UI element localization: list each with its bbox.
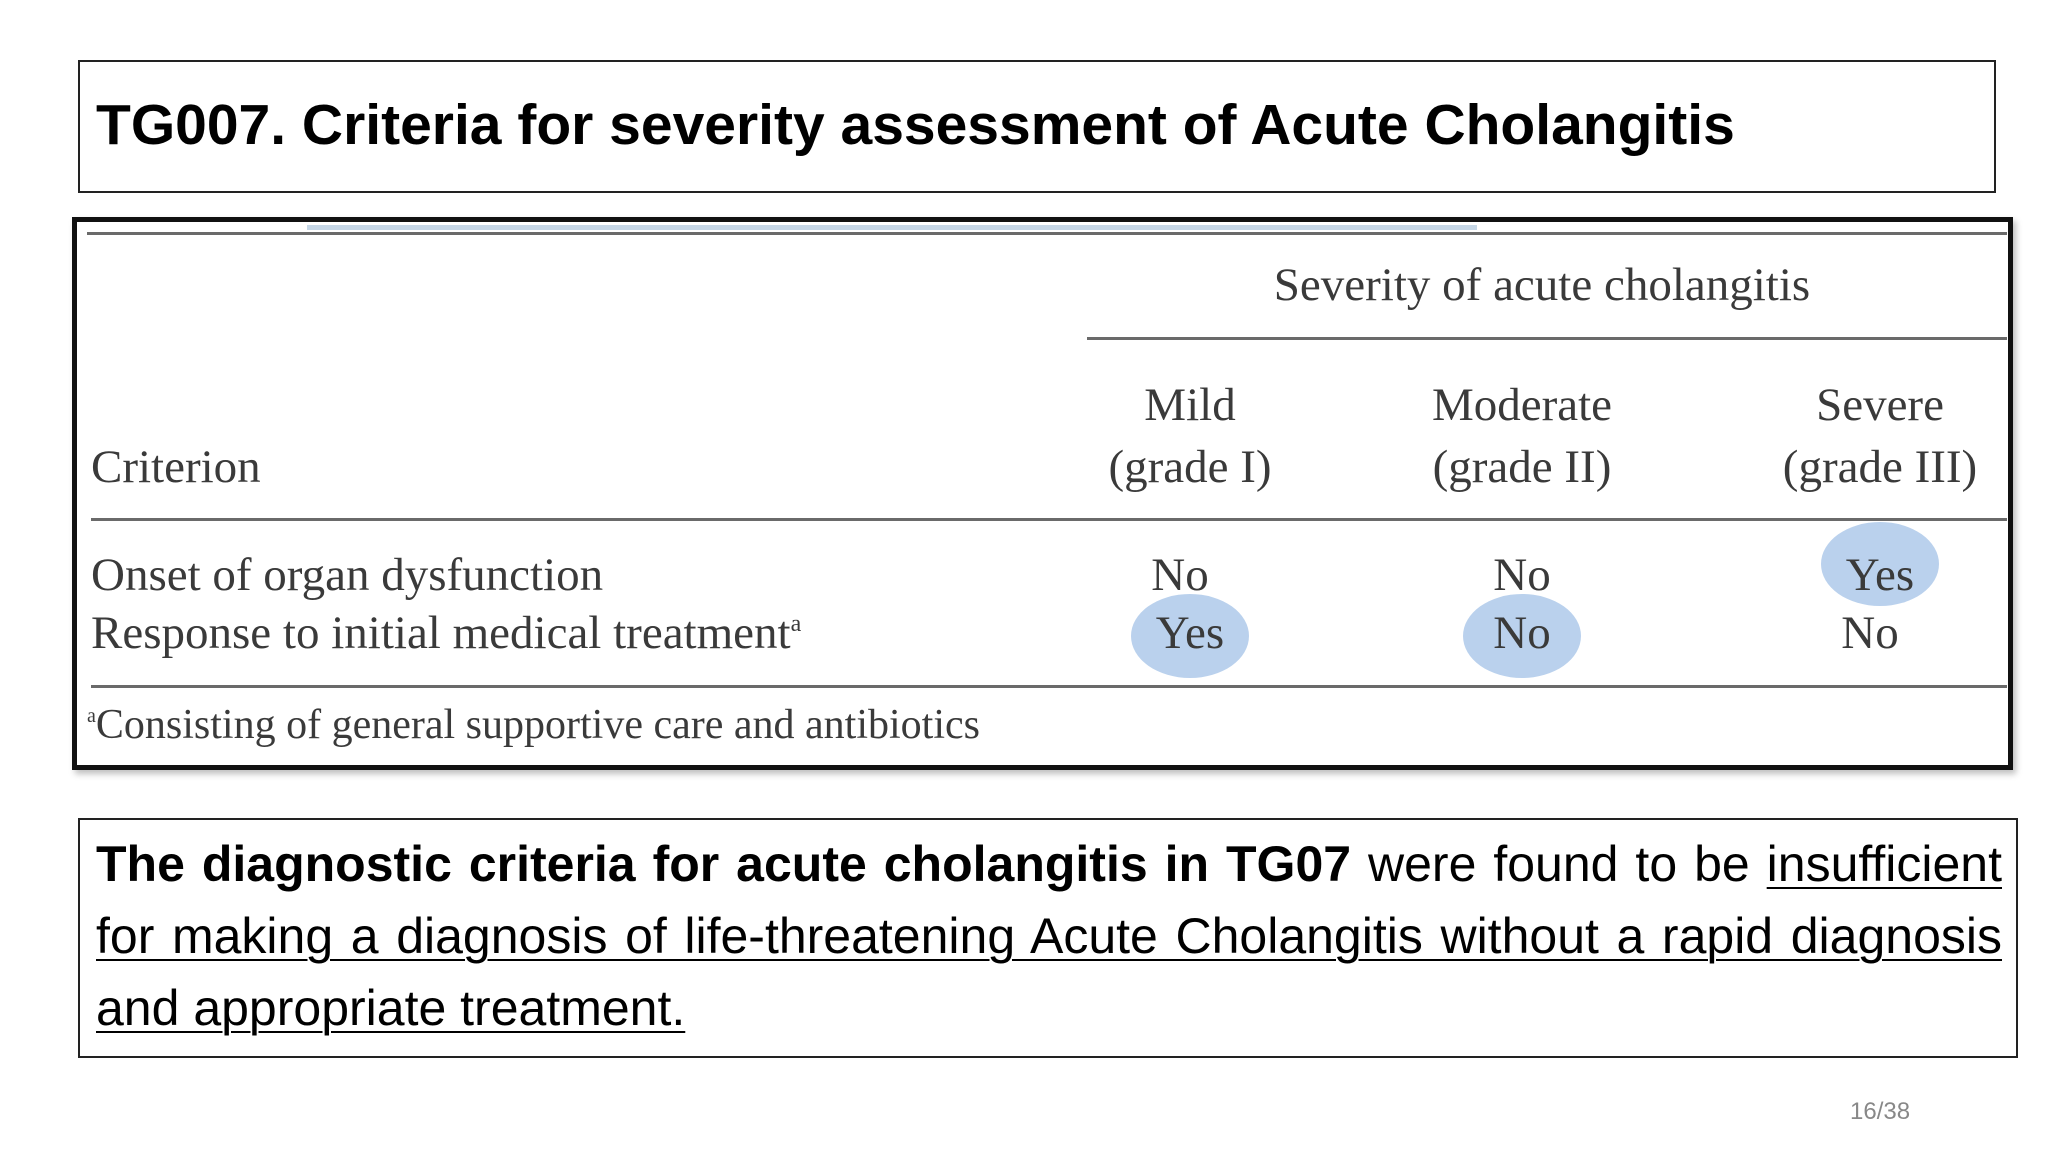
column-moderate-grade: (grade II) [1432,441,1612,493]
table-footnote-mark: a [87,705,96,727]
table-top-rule [87,232,2007,235]
criterion-header: Criterion [91,441,261,493]
header-rule [91,518,2007,521]
row-onset-mild: No [1151,549,1209,601]
row-response-criterion [91,607,802,659]
summary-underlined-text: insufficient for making a diagnosis of life-threatening Acute Cholangitis without a rapid diagnosis and appropriate treatment. [96,836,2002,1036]
column-moderate-name: Moderate [1431,379,1613,431]
row-onset-severe: Yes [1845,549,1915,601]
body-bottom-rule [91,685,2007,688]
page-number: 16/38 [1850,1098,1911,1125]
top-accent-line [307,225,1477,230]
column-mild-grade: (grade I) [1108,441,1272,493]
slide-title-box [78,60,1996,193]
group-header-rule [1087,337,2007,340]
summary-text [96,828,2002,1044]
row-response-criterion-text: Response to initial medical treatment [91,607,791,659]
table-footnote [87,704,980,746]
severity-table-image [72,217,2013,770]
summary-box [78,818,2018,1058]
column-severe-name: Severe [1816,379,1944,431]
summary-plain-text: were found to be [1351,836,1767,892]
row-onset-moderate: No [1493,549,1551,601]
severity-group-header: Severity of acute cholangitis [1273,259,1811,311]
footnote-marker: a [790,611,802,637]
row-response-severe: No [1841,607,1899,659]
row-response-moderate: No [1493,607,1551,659]
slide-title: TG007. Criteria for severity assessment of Acute Cholangitis [96,93,1735,157]
column-severe-grade: (grade III) [1782,441,1978,493]
summary-bold-text: The diagnostic criteria for acute cholangitis in TG07 [96,836,1352,892]
row-response-mild: Yes [1155,607,1225,659]
row-onset-criterion: Onset of organ dysfunction [91,549,604,601]
table-footnote-text: Consisting of general supportive care and antibiotics [95,702,981,748]
column-mild-name: Mild [1144,379,1236,431]
